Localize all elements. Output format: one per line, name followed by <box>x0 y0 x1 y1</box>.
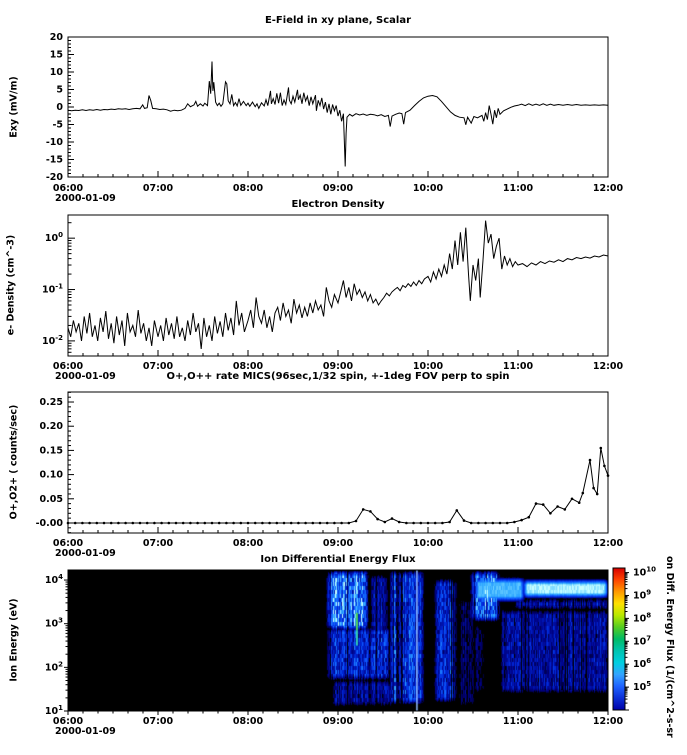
electron-density-panel-title: Electron Density <box>291 199 385 210</box>
x-axis-date-label: 2000-01-09 <box>55 371 116 382</box>
series-marker <box>168 522 171 525</box>
panel-plot-border <box>68 392 608 533</box>
series-marker <box>96 522 99 525</box>
x-tick-label: 09:00 <box>322 538 354 549</box>
series-marker <box>578 501 581 504</box>
series-marker <box>463 519 466 522</box>
x-tick-label: 12:00 <box>592 716 624 727</box>
electron-density-y-axis-label: e- Density (cm^-3) <box>5 234 17 336</box>
series-marker <box>556 505 559 508</box>
series-marker <box>211 522 214 525</box>
series-marker <box>81 522 84 525</box>
series-marker <box>297 522 300 525</box>
x-tick-label: 06:00 <box>52 183 84 194</box>
series-marker <box>535 502 538 505</box>
series-marker <box>319 522 322 525</box>
y-tick-label: 5 <box>56 84 63 96</box>
series-marker <box>333 522 336 525</box>
series-marker <box>420 522 423 525</box>
series-marker <box>132 522 135 525</box>
series-marker <box>232 522 235 525</box>
series-marker <box>513 521 516 524</box>
x-tick-label: 07:00 <box>142 716 174 727</box>
series-marker <box>153 522 156 525</box>
series-marker <box>582 492 585 495</box>
series-marker <box>448 521 451 524</box>
efield-panel-title: E-Field in xy plane, Scalar <box>264 15 412 26</box>
ion-rate-panel-title: O+,O++ rate MICS(96sec,1/32 spin, +-1deg FOV perp to spin <box>166 371 510 382</box>
y-tick-label: 0.10 <box>39 469 63 481</box>
series-marker <box>268 522 271 525</box>
series-marker <box>160 522 163 525</box>
series-marker <box>254 522 257 525</box>
series-line-panel-1 <box>68 62 608 167</box>
series-marker <box>225 522 228 525</box>
series-marker <box>520 519 523 522</box>
series-marker <box>571 498 574 501</box>
y-tick-label: 0 <box>56 102 63 113</box>
series-marker <box>607 474 610 477</box>
y-tick-label: -5 <box>52 119 63 131</box>
series-marker <box>600 447 603 450</box>
series-marker <box>492 522 495 525</box>
x-tick-label: 09:00 <box>322 361 354 372</box>
series-marker <box>362 508 365 511</box>
y-tick-label: -15 <box>45 154 63 166</box>
series-marker <box>369 510 372 513</box>
series-marker <box>391 517 394 520</box>
series-marker <box>441 522 444 525</box>
x-tick-label: 06:00 <box>52 538 84 549</box>
x-tick-label: 08:00 <box>232 716 264 727</box>
series-marker <box>117 522 120 525</box>
y-tick-label: 0.25 <box>39 397 63 409</box>
y-tick-label: -0.00 <box>35 517 63 529</box>
series-marker <box>528 516 531 519</box>
y-tick-label: 0.20 <box>39 421 63 433</box>
series-marker <box>196 522 199 525</box>
series-marker <box>326 522 329 525</box>
series-marker <box>596 493 599 496</box>
series-marker <box>589 459 592 462</box>
x-tick-label: 11:00 <box>502 361 534 372</box>
colorbar-tick-label: $10^9$ <box>633 588 652 602</box>
series-marker <box>427 522 430 525</box>
x-tick-label: 08:00 <box>232 361 264 372</box>
x-tick-label: 06:00 <box>52 716 84 727</box>
series-marker <box>218 522 221 525</box>
series-marker <box>110 522 113 525</box>
ion-flux-panel-title: Ion Differential Energy Flux <box>260 554 416 565</box>
ion-rate-y-axis-label: O+,O2+ ( counts/sec) <box>8 404 20 520</box>
series-marker <box>592 487 595 490</box>
y-tick-label: $10^{-1}$ <box>41 282 63 296</box>
x-axis-date-label: 2000-01-09 <box>55 193 116 204</box>
series-marker <box>405 522 408 525</box>
x-tick-label: 10:00 <box>412 538 444 549</box>
x-tick-label: 11:00 <box>502 716 534 727</box>
colorbar-axis-label: on Diff. Energy Flux (1/(cm^2-s-sr <box>664 556 675 738</box>
colorbar <box>613 568 625 710</box>
y-tick-label: 0.05 <box>39 493 63 505</box>
series-marker <box>348 522 351 525</box>
series-marker <box>542 503 545 506</box>
y-tick-label: $10^{-2}$ <box>41 333 63 347</box>
series-marker <box>88 522 91 525</box>
series-marker <box>146 522 149 525</box>
series-marker <box>398 521 401 524</box>
series-marker <box>564 508 567 511</box>
ion-flux-plot-border <box>68 570 608 711</box>
panel-plot-border <box>68 37 608 177</box>
x-tick-label: 08:00 <box>232 538 264 549</box>
y-tick-label: -20 <box>45 172 63 183</box>
efield-y-axis-label: Exy (mV/m) <box>8 76 20 138</box>
x-tick-label: 09:00 <box>322 716 354 727</box>
y-tick-label: 0.15 <box>39 445 63 457</box>
series-marker <box>261 522 264 525</box>
x-tick-label: 12:00 <box>592 361 624 372</box>
series-marker <box>67 522 70 525</box>
series-marker <box>484 522 487 525</box>
series-marker <box>204 522 207 525</box>
y-tick-label: $10^1$ <box>44 704 63 717</box>
series-marker <box>470 522 473 525</box>
series-marker <box>124 522 127 525</box>
ion-energy-y-axis-label: Ion Energy (eV) <box>8 598 20 682</box>
x-tick-label: 10:00 <box>412 361 444 372</box>
series-marker <box>189 522 192 525</box>
colorbar-tick-label: $10^6$ <box>633 657 652 671</box>
x-tick-label: 10:00 <box>412 716 444 727</box>
series-marker <box>603 465 606 468</box>
series-marker <box>283 522 286 525</box>
series-line-panel-3 <box>68 448 608 523</box>
series-marker <box>175 522 178 525</box>
x-tick-label: 06:00 <box>52 361 84 372</box>
colorbar-tick-label: $10^{10}$ <box>633 565 656 579</box>
x-tick-label: 09:00 <box>322 183 354 194</box>
x-tick-label: 07:00 <box>142 183 174 194</box>
series-marker <box>103 522 106 525</box>
x-tick-label: 08:00 <box>232 183 264 194</box>
y-tick-label: 20 <box>49 32 63 43</box>
series-marker <box>456 509 459 512</box>
series-marker <box>477 522 480 525</box>
series-marker <box>499 522 502 525</box>
x-tick-label: 07:00 <box>142 538 174 549</box>
panel-plot-border <box>68 215 608 356</box>
series-marker <box>240 522 243 525</box>
series-marker <box>384 521 387 524</box>
y-tick-label: $10^4$ <box>44 573 63 587</box>
y-tick-label: -10 <box>45 137 63 148</box>
colorbar-tick-label: $10^8$ <box>633 611 652 625</box>
y-tick-label: 10 <box>49 67 63 78</box>
series-marker <box>74 522 77 525</box>
x-axis-date-label: 2000-01-09 <box>55 548 116 559</box>
series-marker <box>340 522 343 525</box>
colorbar-tick-label: $10^7$ <box>633 634 652 648</box>
colorbar-tick-label: $10^5$ <box>633 680 652 694</box>
series-marker <box>355 520 358 523</box>
y-tick-label: $10^2$ <box>44 660 63 674</box>
x-tick-label: 12:00 <box>592 538 624 549</box>
series-marker <box>276 522 279 525</box>
series-marker <box>304 522 307 525</box>
y-tick-label: $10^0$ <box>44 231 63 245</box>
y-tick-label: $10^3$ <box>44 616 63 630</box>
series-marker <box>376 518 379 521</box>
series-marker <box>247 522 250 525</box>
x-tick-label: 11:00 <box>502 183 534 194</box>
series-marker <box>434 522 437 525</box>
x-tick-label: 11:00 <box>502 538 534 549</box>
series-line-panel-2 <box>68 221 608 349</box>
x-axis-date-label: 2000-01-09 <box>55 726 116 737</box>
series-marker <box>412 522 415 525</box>
series-marker <box>549 512 552 515</box>
series-marker <box>139 522 142 525</box>
series-marker <box>290 522 293 525</box>
x-tick-label: 10:00 <box>412 183 444 194</box>
series-marker <box>182 522 185 525</box>
x-tick-label: 12:00 <box>592 183 624 194</box>
x-tick-label: 07:00 <box>142 361 174 372</box>
series-marker <box>312 522 315 525</box>
y-tick-label: 15 <box>49 49 63 61</box>
series-marker <box>506 522 509 525</box>
